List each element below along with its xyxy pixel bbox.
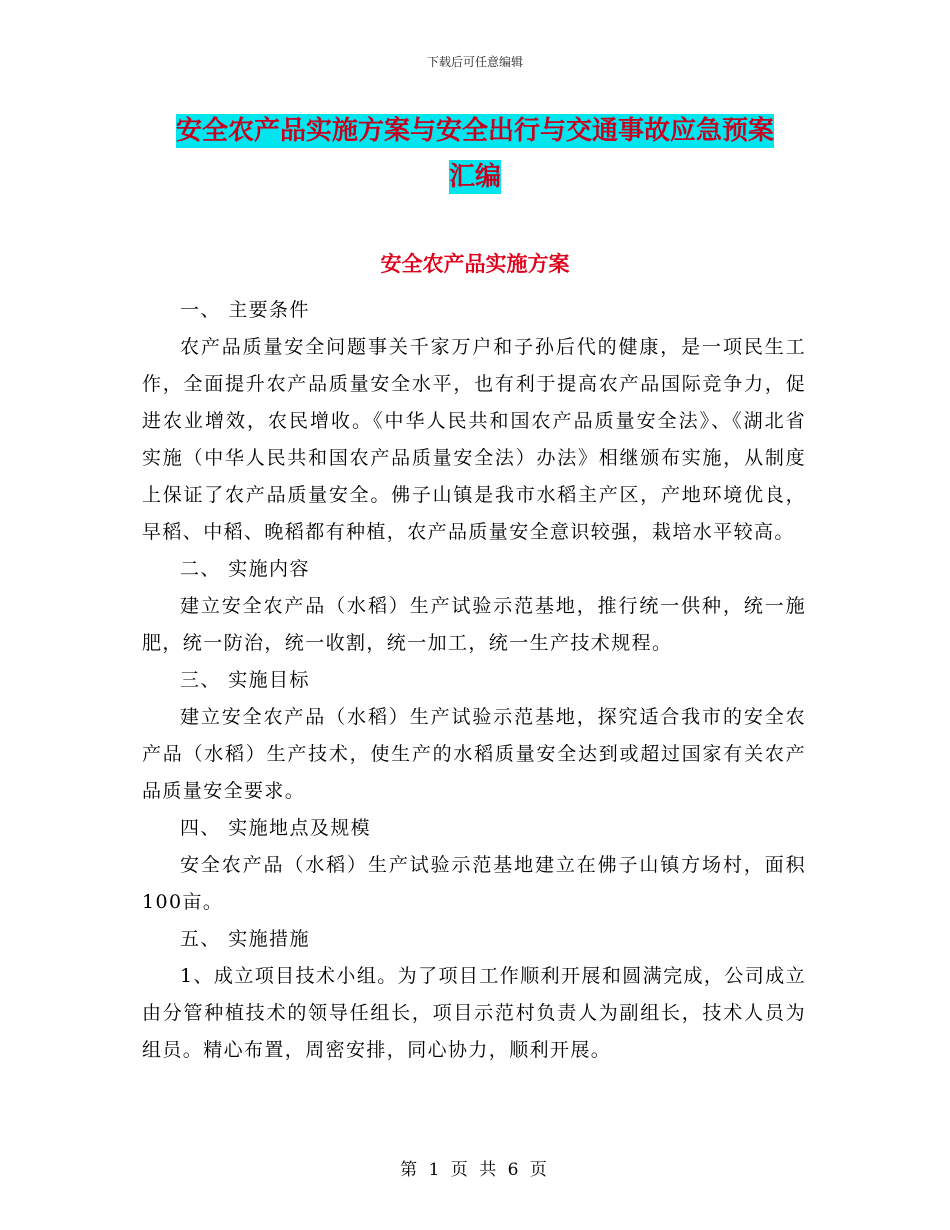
section-heading-5: 五、 实施措施	[180, 928, 310, 950]
document-body	[142, 292, 806, 1069]
section-title: 安全农产品实施方案	[380, 252, 570, 276]
page-number-footer: 第 1 页 共 6 页	[400, 1160, 550, 1180]
paragraph-2: 建立安全农产品（水稻）生产试验示范基地，推行统一供种，统一施肥，统一防治，统一收割，统一加工，统一生产技术规程。	[142, 595, 806, 654]
paragraph-4: 安全农产品（水稻）生产试验示范基地建立在佛子山镇方场村，面积100亩。	[142, 854, 806, 913]
header-note: 下载后可任意编辑	[426, 55, 523, 69]
document-title-line-2: 汇编	[448, 162, 501, 192]
section-heading-1: 一、 主要条件	[180, 299, 310, 321]
section-heading-4: 四、 实施地点及规模	[180, 817, 372, 839]
section-heading-2: 二、 实施内容	[180, 558, 310, 580]
document-title-line-1: 安全农产品实施方案与安全出行与交通事故应急预案	[175, 116, 774, 146]
paragraph-3: 建立安全农产品（水稻）生产试验示范基地，探究适合我市的安全农产品（水稻）生产技术，使生产的水稻质量安全达到或超过国家有关农产品质量安全要求。	[142, 706, 806, 802]
paragraph-1: 农产品质量安全问题事关千家万户和子孙后代的健康，是一项民生工作，全面提升农产品质量安全水平，也有利于提高农产品国际竞争力，促进农业增效，农民增收。《中华人民共和国农产品质量安全法》、《湖北省实施（中华人民共和国农产品质量安全法）办法》相继颁布实施，从制度上保证了农产品质量安全。佛子山镇是我市水稻主产区，产地环境优良，早稻、中稻、晚稻都有种植，农产品质量安全意识较强，栽培水平较高。	[142, 336, 806, 543]
document-title	[140, 108, 810, 200]
paragraph-5: 1、成立项目技术小组。为了项目工作顺利开展和圆满完成，公司成立由分管种植技术的领导任组长，项目示范村负责人为副组长，技术人员为组员。精心布置，周密安排，同心协力，顺利开展。	[142, 965, 806, 1061]
section-heading-3: 三、 实施目标	[180, 669, 310, 691]
